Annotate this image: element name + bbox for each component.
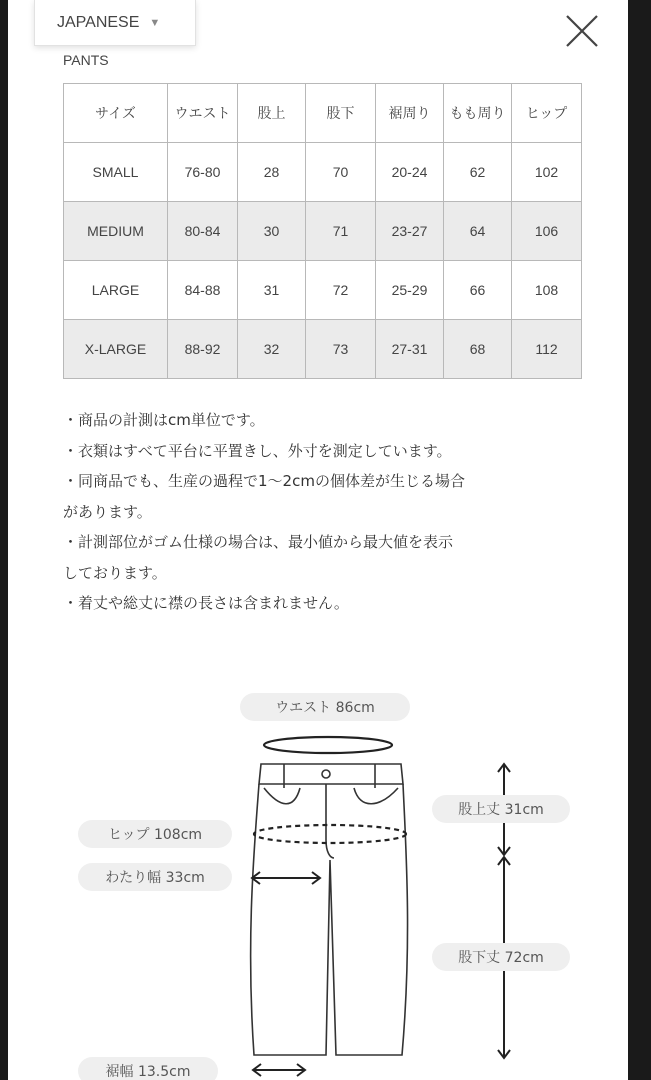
table-cell: 32 bbox=[238, 320, 306, 379]
size-cell: X-LARGE bbox=[64, 320, 168, 379]
note-line: ・計測部位がゴム仕様の場合は、最小値から最大値を表示 bbox=[63, 533, 454, 551]
table-cell: 25-29 bbox=[376, 261, 444, 320]
size-cell: SMALL bbox=[64, 143, 168, 202]
table-cell: 72 bbox=[306, 261, 376, 320]
table-cell: 102 bbox=[512, 143, 582, 202]
size-cell: MEDIUM bbox=[64, 202, 168, 261]
table-cell: 23-27 bbox=[376, 202, 444, 261]
pants-diagram bbox=[8, 0, 628, 1080]
hip-label: ヒップ 108cm bbox=[78, 820, 232, 848]
table-cell: 70 bbox=[306, 143, 376, 202]
hem-label: 裾幅 13.5cm bbox=[78, 1057, 218, 1080]
thigh-arrow-icon bbox=[252, 872, 320, 884]
hip-measure-icon bbox=[254, 825, 406, 843]
table-cell: 84-88 bbox=[168, 261, 238, 320]
table-cell: 73 bbox=[306, 320, 376, 379]
table-cell: 30 bbox=[238, 202, 306, 261]
header-cell: 股上 bbox=[238, 84, 306, 143]
hem-arrow-icon bbox=[253, 1064, 305, 1076]
note-line: ・衣類はすべて平台に平置きし、外寸を測定しています。 bbox=[63, 441, 452, 460]
table-cell: 31 bbox=[238, 261, 306, 320]
header-cell: ヒップ bbox=[512, 84, 582, 143]
thigh-label: わたり幅 33cm bbox=[78, 863, 232, 891]
table-cell: 71 bbox=[306, 202, 376, 261]
table-cell: 112 bbox=[512, 320, 582, 379]
header-cell: 裾周り bbox=[376, 84, 444, 143]
header-cell: ウエスト bbox=[168, 84, 238, 143]
waist-measure-icon bbox=[264, 737, 392, 753]
caret-down-icon: ▼ bbox=[149, 16, 161, 29]
note-line: があります。 bbox=[63, 502, 152, 521]
table-cell: 76-80 bbox=[168, 143, 238, 202]
table-cell: 28 bbox=[238, 143, 306, 202]
table-cell: 68 bbox=[444, 320, 512, 379]
note-line: しております。 bbox=[63, 563, 167, 582]
size-cell: LARGE bbox=[64, 261, 168, 320]
header-cell: もも周り bbox=[444, 84, 512, 143]
language-value: JAPANESE bbox=[57, 13, 140, 31]
waist-label: ウエスト 86cm bbox=[240, 693, 410, 721]
table-cell: 88-92 bbox=[168, 320, 238, 379]
table-cell: 27-31 bbox=[376, 320, 444, 379]
inseam-label: 股下丈 72cm bbox=[432, 943, 570, 971]
header-cell: 股下 bbox=[306, 84, 376, 143]
table-cell: 106 bbox=[512, 202, 582, 261]
rise-label: 股上丈 31cm bbox=[432, 795, 570, 823]
table-cell: 64 bbox=[444, 202, 512, 261]
table-cell: 62 bbox=[444, 143, 512, 202]
table-cell: 66 bbox=[444, 261, 512, 320]
section-label: PANTS bbox=[63, 52, 109, 68]
note-line: ・着丈や総丈に襟の長さは含まれません。 bbox=[63, 594, 349, 612]
note-line: ・同商品でも、生産の過程で1～2cmの個体差が生じる場合 bbox=[63, 472, 465, 490]
pants-outline-icon bbox=[251, 764, 408, 1055]
table-cell: 80-84 bbox=[168, 202, 238, 261]
header-cell: サイズ bbox=[64, 84, 168, 143]
table-cell: 108 bbox=[512, 261, 582, 320]
table-cell: 20-24 bbox=[376, 143, 444, 202]
note-line: ・商品の計測はcm単位です。 bbox=[63, 411, 265, 429]
size-guide-panel bbox=[8, 0, 628, 1080]
